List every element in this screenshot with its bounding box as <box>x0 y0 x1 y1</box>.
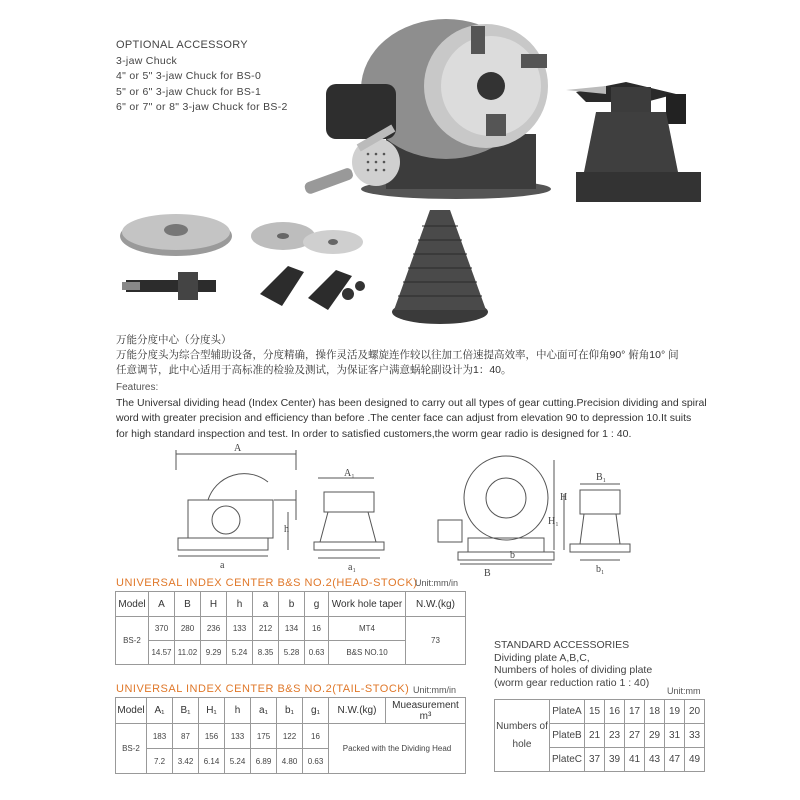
technical-drawings <box>168 440 638 580</box>
table-cell: 17 <box>625 700 645 724</box>
dividing-head-photo <box>296 14 558 200</box>
accessory-plate-photo <box>118 208 234 312</box>
dim-label-B1: B₁ <box>596 472 607 483</box>
dim-label-b1: b₁ <box>596 564 605 575</box>
tail-stock-title: UNIVERSAL INDEX CENTER B&S NO.2(TAIL-STOCK) <box>116 683 410 695</box>
col-header: h <box>227 592 253 617</box>
table-cell: 31 <box>665 724 685 748</box>
dim-label-a1: a₁ <box>348 562 356 573</box>
table-cell: 87 <box>173 724 199 749</box>
col-header: A <box>149 592 175 617</box>
table-cell: 6.14 <box>199 749 225 774</box>
features-heading: Features: <box>116 382 159 393</box>
table-row <box>116 724 466 749</box>
col-header: Model <box>116 698 147 724</box>
table-cell: 73 <box>406 617 466 665</box>
table-cell: 16 <box>605 700 625 724</box>
tail-stock-table <box>115 697 466 774</box>
table-cell: 14.57 <box>149 641 175 665</box>
model-cell: BS-2 <box>116 724 147 774</box>
head-stock-front-drawing <box>438 456 554 564</box>
col-header: g₁ <box>303 698 329 724</box>
optional-line: 6" or 7" or 8" 3-jaw Chuck for BS-2 <box>116 101 288 113</box>
dim-label-A: A <box>234 443 242 454</box>
standard-unit: Unit:mm <box>667 686 701 696</box>
dim-label-h: h <box>284 524 289 535</box>
table-cell: 9.29 <box>201 641 227 665</box>
table-cell: B&S NO.10 <box>329 641 406 665</box>
table-cell: 3.42 <box>173 749 199 774</box>
dividing-plate-table <box>494 699 705 772</box>
chinese-line: 任意调节，此中心适用于高标准的检验及测试，为保证客户满意蜗轮副设计为1：40。 <box>116 364 512 376</box>
table-cell: 49 <box>685 748 705 772</box>
table-cell: 133 <box>227 617 253 641</box>
plate-name-cell: PlateA <box>550 700 585 724</box>
optional-accessory-block <box>116 38 288 116</box>
table-cell: MT4 <box>329 617 406 641</box>
change-gear-stack-photo <box>388 206 492 326</box>
col-header: a₁ <box>251 698 277 724</box>
dim-label-A1: A₁ <box>344 468 355 479</box>
tail-stock-side-drawing <box>314 478 384 558</box>
row-header-line: Numbers of <box>496 720 548 732</box>
table-cell: 6.89 <box>251 749 277 774</box>
col-header: b <box>279 592 305 617</box>
optional-line: 3-jaw Chuck <box>116 54 178 67</box>
head-stock-unit: Unit:mm/in <box>415 578 459 588</box>
table-cell: 280 <box>175 617 201 641</box>
table-cell: 5.28 <box>279 641 305 665</box>
col-header: b₁ <box>277 698 303 724</box>
optional-accessory-heading: OPTIONAL ACCESSORY <box>116 39 248 51</box>
tail-stock-front-drawing <box>564 484 630 560</box>
table-cell: 5.24 <box>227 641 253 665</box>
col-header: Model <box>116 592 149 617</box>
table-row <box>116 617 466 641</box>
features-line: word with greater precision and efficiency than before .The center face can adjust from elevation 90 to depression 10.It suits <box>116 412 692 424</box>
chinese-title: 万能分度中心（分度头） <box>116 334 232 346</box>
table-cell: 43 <box>645 748 665 772</box>
head-stock-table <box>115 591 466 665</box>
head-stock-side-drawing <box>176 450 296 556</box>
table-cell: 133 <box>225 724 251 749</box>
standard-line: Numbers of holes of dividing plate <box>494 664 653 676</box>
table-cell: 0.63 <box>303 749 329 774</box>
col-header: h <box>225 698 251 724</box>
col-header: H <box>201 592 227 617</box>
accessory-clamps-photo <box>248 214 372 324</box>
col-header: g <box>305 592 329 617</box>
table-cell: 16 <box>305 617 329 641</box>
standard-line: (worm gear reduction ratio 1 : 40) <box>494 676 650 689</box>
dim-label-H: H <box>560 492 568 503</box>
col-header: A₁ <box>147 698 173 724</box>
col-header: H₁ <box>199 698 225 724</box>
table-cell: 8.35 <box>253 641 279 665</box>
table-cell: 18 <box>645 700 665 724</box>
model-cell: BS-2 <box>116 617 149 665</box>
col-header: Mueasurement m³ <box>386 698 466 724</box>
table-cell: Packed with the Dividing Head <box>329 724 466 774</box>
chinese-line: 万能分度头为综合型辅助设备，分度精确，操作灵活及螺旋连作较以往加工倍速提高效率，中心面可在仰角90° 俯角10° 间 <box>116 349 679 361</box>
table-cell: 23 <box>605 724 625 748</box>
chinese-description <box>116 333 679 378</box>
head-stock-title: UNIVERSAL INDEX CENTER B&S NO.2(HEAD-STOCK) <box>116 577 418 589</box>
standard-line: Dividing plate A,B,C, <box>494 651 590 664</box>
col-header: a <box>253 592 279 617</box>
table-row <box>495 700 705 724</box>
table-cell: 39 <box>605 748 625 772</box>
tailstock-photo <box>566 72 706 212</box>
row-header-line: hole <box>512 738 532 750</box>
col-header: B <box>175 592 201 617</box>
table-cell: 19 <box>665 700 685 724</box>
table-cell: 122 <box>277 724 303 749</box>
table-cell: 212 <box>253 617 279 641</box>
dim-label-B: B <box>484 568 491 579</box>
optional-line: 4" or 5" 3-jaw Chuck for BS-0 <box>116 70 262 82</box>
table-cell: 47 <box>665 748 685 772</box>
table-cell: 0.63 <box>305 641 329 665</box>
table-cell: 156 <box>199 724 225 749</box>
dim-label-a: a <box>220 560 225 571</box>
features-line: The Universal dividing head (Index Center) has been designed to carry out all types of gear cutting.Precision dividing and spiral <box>116 396 707 409</box>
table-cell: 5.24 <box>225 749 251 774</box>
table-cell: 370 <box>149 617 175 641</box>
tail-stock-unit: Unit:mm/in <box>413 685 457 695</box>
row-header-cell <box>495 700 550 772</box>
table-cell: 134 <box>279 617 305 641</box>
table-cell: 183 <box>147 724 173 749</box>
table-cell: 37 <box>585 748 605 772</box>
table-cell: 175 <box>251 724 277 749</box>
col-header: N.W.(kg) <box>406 592 466 617</box>
dim-label-b: b <box>510 550 515 561</box>
features-line: for high standard inspection and test. In order to satisfied customers,the worm gear radio is designed for 1 : 40. <box>116 427 632 440</box>
dim-label-H1: H₁ <box>548 516 559 527</box>
table-cell: 33 <box>685 724 705 748</box>
table-cell: 29 <box>645 724 665 748</box>
table-cell: 16 <box>303 724 329 749</box>
table-cell: 27 <box>625 724 645 748</box>
features-block <box>116 380 716 442</box>
optional-line: 5" or 6" 3-jaw Chuck for BS-1 <box>116 85 262 98</box>
col-header: N.W.(kg) <box>329 698 386 724</box>
standard-heading: STANDARD ACCESSORIES <box>494 639 630 651</box>
table-cell: 7.2 <box>147 749 173 774</box>
table-cell: 21 <box>585 724 605 748</box>
table-cell: 236 <box>201 617 227 641</box>
col-header: B₁ <box>173 698 199 724</box>
plate-name-cell: PlateB <box>550 724 585 748</box>
table-cell: 15 <box>585 700 605 724</box>
table-cell: 11.02 <box>175 641 201 665</box>
col-header: Work hole taper <box>329 592 406 617</box>
table-cell: 41 <box>625 748 645 772</box>
standard-accessories-block <box>494 639 652 689</box>
table-cell: 20 <box>685 700 705 724</box>
table-cell: 4.80 <box>277 749 303 774</box>
plate-name-cell: PlateC <box>550 748 585 772</box>
